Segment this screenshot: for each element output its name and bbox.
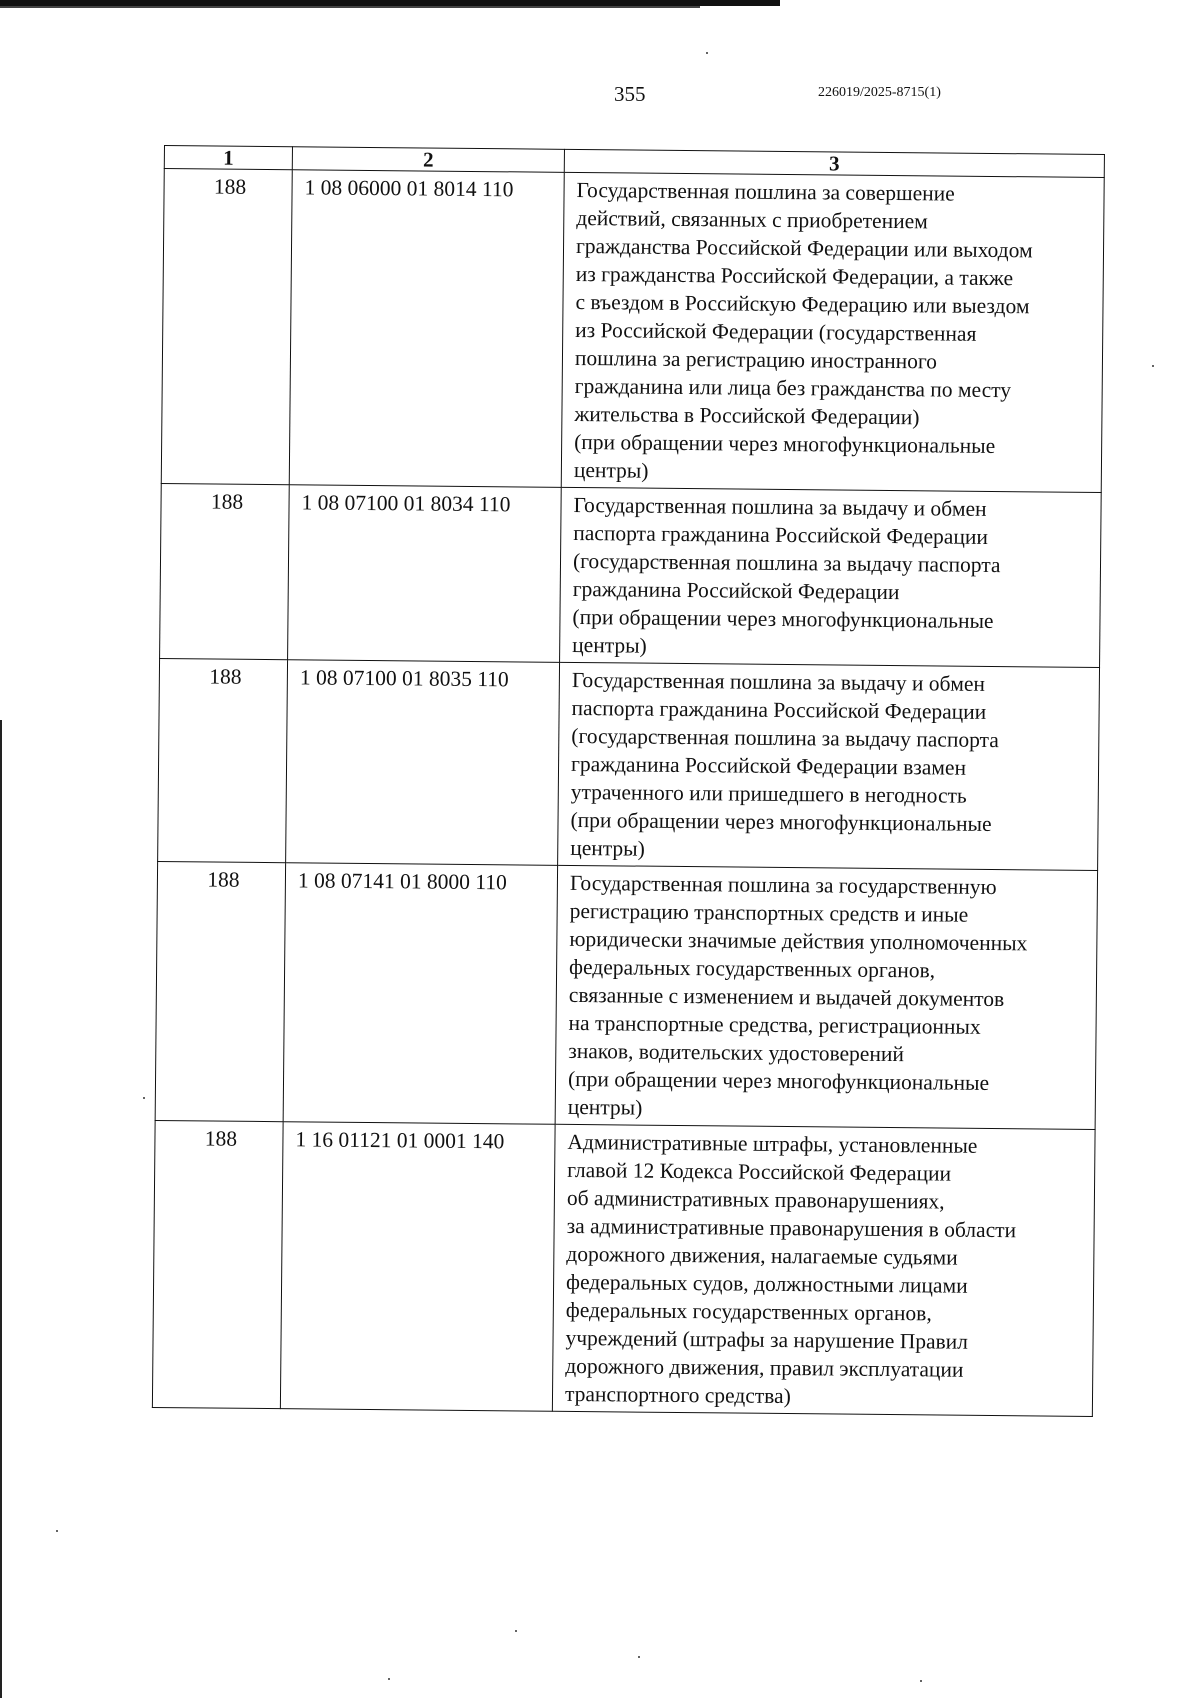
description-line: действий, связанных с приобретением	[576, 205, 928, 234]
page-number: 355	[614, 82, 646, 106]
description-line: (при обращении через многофункциональные	[574, 429, 996, 458]
table-row	[152, 1120, 1095, 1416]
scan-edge-top-thin	[0, 6, 700, 8]
table-row	[160, 483, 1102, 667]
description-line: на транспортные средства, регистрационных	[568, 1010, 981, 1039]
description-line: паспорта гражданина Российской Федерации	[573, 520, 989, 549]
description-line: из Российской Федерации (государственная	[575, 317, 977, 346]
description-line: связанные с изменением и выдачей документов	[568, 982, 1005, 1012]
scan-speck	[706, 52, 708, 54]
description-line: центры)	[572, 632, 647, 658]
scan-speck	[143, 1097, 145, 1099]
admin-code-cell: 188	[158, 658, 288, 862]
description-line: дорожного движения, правил эксплуатации	[565, 1353, 964, 1382]
description-line: главой 12 Кодекса Российской Федерации	[567, 1157, 952, 1186]
description-line: федеральных судов, должностными лицами	[565, 1269, 968, 1298]
description-line: гражданина Российской Федерации	[572, 576, 900, 605]
description-line: федеральных государственных органов,	[565, 1297, 932, 1326]
description-line: регистрацию транспортных средств и иные	[569, 898, 969, 927]
description-line: пошлина за регистрацию иностранного	[574, 345, 938, 374]
table-row	[161, 169, 1104, 493]
budget-code-cell: 1 08 07100 01 8034 110	[288, 485, 562, 663]
scan-speck	[515, 1630, 517, 1632]
description-line: (государственная пошлина за выдачу паспорта	[571, 723, 999, 753]
description-cell	[552, 1124, 1095, 1416]
scan-speck	[638, 1656, 640, 1658]
column-header-2: 2	[292, 147, 564, 173]
description-line: (при обращении через многофункциональные	[572, 604, 994, 633]
scan-speck	[388, 1678, 390, 1680]
description-cell	[555, 865, 1097, 1129]
description-line: за административные правонарушения в области	[566, 1213, 1017, 1243]
description-cell	[558, 662, 1100, 870]
budget-code-cell: 1 08 07141 01 8000 110	[283, 863, 557, 1125]
description-line: об административных правонарушениях,	[566, 1185, 945, 1214]
document-id: 226019/2025-8715(1)	[818, 85, 941, 100]
description-line: транспортного средства)	[564, 1381, 791, 1409]
admin-code-cell: 188	[152, 1120, 283, 1408]
table-row	[158, 658, 1100, 870]
description-line: дорожного движения, налагаемые судьями	[566, 1241, 958, 1270]
description-line: (при обращении через многофункциональные	[570, 807, 992, 836]
budget-code-cell: 1 08 07100 01 8035 110	[286, 660, 560, 866]
scan-speck	[1152, 365, 1154, 367]
description-line: утраченного или пришедшего в негодность	[570, 779, 967, 808]
budget-code-cell: 1 08 06000 01 8014 110	[289, 170, 564, 488]
description-line: гражданина или лица без гражданства по месту	[574, 373, 1012, 403]
table-body	[152, 169, 1104, 1417]
description-line: паспорта гражданина Российской Федерации	[571, 695, 987, 724]
admin-code-cell: 188	[160, 483, 290, 659]
table-row	[155, 861, 1097, 1129]
description-line: гражданина Российской Федерации взамен	[570, 751, 967, 780]
admin-code-cell: 188	[161, 169, 292, 485]
budget-code-cell: 1 16 01121 01 0001 140	[280, 1122, 555, 1412]
scan-edge-left	[0, 720, 2, 1698]
description-line: центры)	[567, 1094, 643, 1120]
description-cell	[561, 172, 1104, 492]
description-line: федеральных государственных органов,	[569, 954, 936, 983]
description-line: учреждений (штрафы за нарушение Правил	[565, 1325, 969, 1354]
description-line: центры)	[570, 835, 645, 861]
description-line: Государственная пошлина за выдачу и обмен	[571, 667, 986, 696]
description-line: (государственная пошлина за выдачу паспорта	[572, 548, 1001, 578]
description-line: юридически значимые действия уполномоченных	[569, 926, 1028, 956]
description-cell	[560, 487, 1102, 667]
description-line: (при обращении через многофункциональные	[567, 1066, 990, 1095]
admin-code-cell: 188	[155, 861, 285, 1121]
description-line: Государственная пошлина за государственную	[569, 870, 997, 900]
description-line: жительства в Российской Федерации)	[574, 401, 920, 430]
scan-speck	[56, 1530, 58, 1532]
scan-speck	[920, 1680, 922, 1682]
column-header-1: 1	[164, 146, 292, 170]
description-line: из гражданства Российской Федерации, а также	[575, 261, 1014, 291]
description-line: центры)	[573, 457, 649, 483]
description-line: Административные штрафы, установленные	[567, 1129, 978, 1158]
description-line: Государственная пошлина за совершение	[576, 177, 955, 206]
budget-codes-table	[152, 145, 1105, 1417]
description-line: гражданства Российской Федерации или выходом	[575, 233, 1033, 263]
description-line: с въездом в Российскую Федерацию или выездом	[575, 289, 1030, 319]
description-line: Государственная пошлина за выдачу и обмен	[573, 492, 987, 521]
description-line: знаков, водительских удостоверений	[568, 1038, 905, 1067]
column-header-3: 3	[564, 149, 1104, 177]
